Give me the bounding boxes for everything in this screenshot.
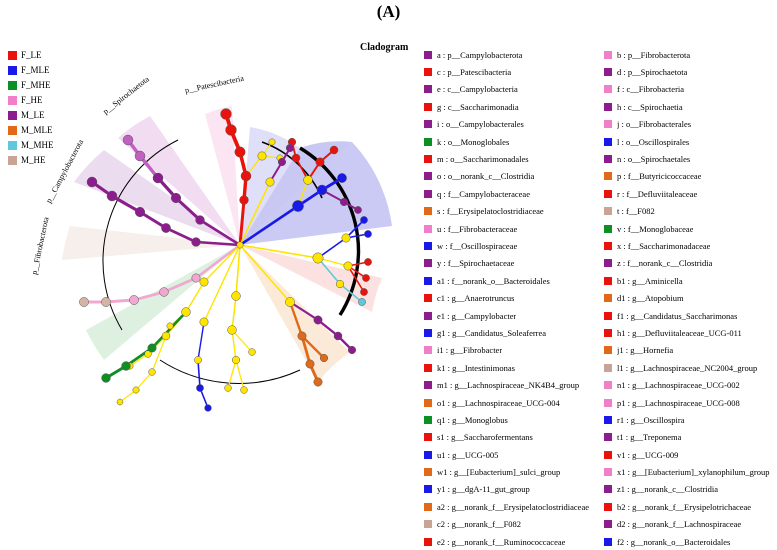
legend-color-swatch [424, 68, 432, 76]
legend-item [604, 98, 774, 115]
legend-color-swatch [604, 294, 612, 302]
legend-color-swatch [424, 451, 432, 459]
ring-label-spirochaetota: p__Spirochaetota [101, 74, 151, 117]
legend-item-label: u1 : g__UCG-005 [437, 449, 499, 460]
legend-item-label: p : f__Butyricicoccaceae [617, 171, 702, 182]
legend-item-label: q : f__Campylobacteraceae [437, 188, 530, 199]
legend-item [604, 116, 774, 133]
legend-item-label: d2 : g__norank_f__Lachnospiraceae [617, 519, 742, 530]
legend-item [424, 446, 594, 463]
legend-item-label: d1 : g__Atopobium [617, 293, 684, 304]
legend-item [424, 342, 594, 359]
legend-color-swatch [604, 520, 612, 528]
legend-item [604, 446, 774, 463]
legend-color-swatch [604, 399, 612, 407]
ring-label-fibrobacterota: p__Fibrobacterota [29, 216, 51, 276]
legend-item-label: n : o__Spirochaetales [617, 154, 691, 165]
legend-color-swatch [424, 207, 432, 215]
legend-color-swatch [424, 468, 432, 476]
legend-item [604, 342, 774, 359]
legend-item-label: h1 : g__Defluviitaleaceae_UCG-011 [617, 327, 742, 338]
legend-item [424, 463, 594, 480]
legend-item-label: M_LE [21, 110, 45, 120]
legend-item [424, 429, 594, 446]
legend-item [604, 150, 774, 167]
legend-item-label: F_LE [21, 50, 42, 60]
legend-item-label: r1 : g__Oscillospira [617, 414, 685, 425]
legend-color-swatch [604, 207, 612, 215]
legend-color-swatch [604, 381, 612, 389]
legend-color-swatch [604, 85, 612, 93]
legend-color-swatch [604, 312, 612, 320]
legend-item [424, 324, 594, 341]
legend-item [424, 289, 594, 306]
legend-item-label: b1 : g__Aminicella [617, 275, 683, 286]
legend-color-swatch [604, 172, 612, 180]
legend-item [424, 81, 594, 98]
legend-item [424, 220, 594, 237]
legend-item [424, 272, 594, 289]
legend-item-label: p1 : g__Lachnospiraceae_UCG-008 [617, 397, 740, 408]
legend-item [604, 324, 774, 341]
legend-item-label: i : o__Campylobacterales [437, 119, 524, 130]
legend-item-label: i1 : g__Fibrobacter [437, 345, 503, 356]
legend-item-label: z : f__norank_c__Clostridia [617, 258, 713, 269]
legend-color-swatch [424, 155, 432, 163]
legend-color-swatch [604, 451, 612, 459]
legend-item [424, 255, 594, 272]
legend-item-label: g1 : g__Candidatus_Soleaferrea [437, 327, 547, 338]
legend-item [604, 516, 774, 533]
legend-item [604, 394, 774, 411]
legend-item-label: s : f__Erysipelatoclostridiaceae [437, 206, 544, 217]
ring-label-campylobacterota: p__Campylobacterota [44, 138, 86, 205]
legend-color-swatch [424, 520, 432, 528]
legend-color-swatch [424, 242, 432, 250]
legend-item-label: n1 : g__Lachnospiraceae_UCG-002 [617, 380, 740, 391]
legend-color-swatch [424, 433, 432, 441]
cladogram-svg [0, 30, 420, 480]
legend-color-swatch [604, 242, 612, 250]
legend-item-label: a2 : g__norank_f__Erysipelatoclostridiaceae [437, 501, 589, 512]
legend-item [424, 376, 594, 393]
legend-item [604, 81, 774, 98]
legend-item-label: x : f__Saccharimonadaceae [617, 240, 711, 251]
legend-color-swatch [424, 364, 432, 372]
legend-item [604, 185, 774, 202]
legend-item-label: v1 : g__UCG-009 [617, 449, 679, 460]
legend-item [424, 516, 594, 533]
legend-item [424, 533, 594, 550]
legend-item-label: e : c__Campylobacteria [437, 84, 518, 95]
legend-item [604, 289, 774, 306]
legend-item [604, 307, 774, 324]
legend-item [424, 411, 594, 428]
legend-color-swatch [604, 433, 612, 441]
legend-item-label: y : f__Spirochaetaceae [437, 258, 515, 269]
legend-color-swatch [424, 381, 432, 389]
legend-item-label: t1 : g__Treponema [617, 432, 682, 443]
legend-color-swatch [424, 485, 432, 493]
legend-item [424, 185, 594, 202]
legend-item-label: k1 : g__Intestinimonas [437, 362, 515, 373]
legend-item [604, 220, 774, 237]
legend-color-swatch [424, 294, 432, 302]
legend-item-label: w : f__Oscillospiraceae [437, 240, 518, 251]
legend-item [424, 63, 594, 80]
legend-color-swatch [424, 85, 432, 93]
legend-item [604, 463, 774, 480]
panel-label: (A) [376, 2, 401, 21]
legend-item-label: o1 : g__Lachnospiraceae_UCG-004 [437, 397, 560, 408]
legend-color-swatch [424, 277, 432, 285]
chart-title: Cladogram [360, 42, 409, 53]
legend-color-swatch [424, 399, 432, 407]
legend-item-label: m1 : g__Lachnospiraceae_NK4B4_group [437, 380, 580, 391]
legend-item [604, 272, 774, 289]
legend-item [424, 203, 594, 220]
legend-item-label: z1 : g__norank_c__Clostridia [617, 484, 719, 495]
legend-item-label: M_MHE [21, 140, 54, 150]
legend-item-label: a : p__Campylobacterota [437, 49, 523, 60]
legend-color-swatch [424, 346, 432, 354]
legend-item [424, 150, 594, 167]
legend-item-label: f1 : g__Candidatus_Saccharimonas [617, 310, 738, 321]
legend-item-label: m : o__Saccharimonadales [437, 154, 529, 165]
legend-item [424, 116, 594, 133]
legend-color-swatch [604, 225, 612, 233]
legend-color-swatch [604, 68, 612, 76]
legend-item-label: x1 : g__[Eubacterium]_xylanophilum_group [617, 467, 770, 478]
legend-item [604, 203, 774, 220]
legend-color-swatch [604, 468, 612, 476]
legend-item [604, 376, 774, 393]
legend-color-swatch [424, 172, 432, 180]
legend-color-swatch [424, 329, 432, 337]
legend-item [604, 63, 774, 80]
legend-color-swatch [424, 51, 432, 59]
legend-item-label: v : f__Monoglobaceae [617, 223, 694, 234]
legend-color-swatch [604, 503, 612, 511]
legend-color-swatch [424, 312, 432, 320]
legend-item-label: F_HE [21, 95, 43, 105]
legend-color-swatch [604, 51, 612, 59]
legend-item-label: a1 : f__norank_o__Bacteroidales [437, 275, 550, 286]
legend-item-label: l1 : g__Lachnospiraceae_NC2004_group [617, 362, 758, 373]
legend-item-label: j : o__Fibrobacterales [617, 119, 692, 130]
legend-item [424, 133, 594, 150]
legend-item-label: q1 : g__Monoglobus [437, 414, 508, 425]
legend-item [424, 168, 594, 185]
legend-item [604, 237, 774, 254]
legend-color-swatch [604, 138, 612, 146]
legend-item [424, 359, 594, 376]
legend-item [604, 359, 774, 376]
legend-item [424, 394, 594, 411]
ring-label-patescibacteria: p__Patescibacteria [184, 73, 245, 95]
legend-item-label: r : f__Defluviitaleaceae [617, 188, 698, 199]
legend-item [604, 498, 774, 515]
legend-item [604, 411, 774, 428]
legend-item-label: M_HE [21, 155, 46, 165]
legend-item-label: h : c__Spirochaetia [617, 101, 683, 112]
legend-color-swatch [424, 538, 432, 546]
legend-item [604, 168, 774, 185]
legend-color-swatch [604, 346, 612, 354]
legend-item [604, 533, 774, 550]
legend-color-swatch [604, 416, 612, 424]
legend-item-label: f : c__Fibrobacteria [617, 84, 685, 95]
legend-item [604, 429, 774, 446]
legend-color-swatch [604, 277, 612, 285]
legend-item-label: s1 : g__Saccharofermentans [437, 432, 533, 443]
cladogram-plot [0, 30, 420, 480]
legend-color-swatch [604, 485, 612, 493]
taxa-legend-column-left [424, 46, 594, 550]
legend-item-label: c1 : g__Anaerotruncus [437, 293, 515, 304]
legend-item-label: M_MLE [21, 125, 53, 135]
legend-item-label: t : f__F082 [617, 206, 655, 217]
legend-item-label: F_MLE [21, 65, 50, 75]
legend-color-swatch [604, 120, 612, 128]
legend-item-label: F_MHE [21, 80, 51, 90]
legend-item [424, 46, 594, 63]
legend-item [604, 481, 774, 498]
legend-item [424, 98, 594, 115]
legend-item [604, 255, 774, 272]
legend-color-swatch [604, 190, 612, 198]
legend-color-swatch [424, 103, 432, 111]
legend-item [604, 133, 774, 150]
legend-item-label: g : c__Saccharimonadia [437, 101, 519, 112]
legend-item-label: w1 : g__[Eubacterium]_sulci_group [437, 467, 561, 478]
legend-item [424, 307, 594, 324]
taxa-legend-column-right [604, 46, 774, 550]
legend-color-swatch [424, 190, 432, 198]
legend-color-swatch [424, 138, 432, 146]
legend-item-label: j1 : g__Hornefia [617, 345, 674, 356]
legend-item-label: c : p__Patescibacteria [437, 67, 512, 78]
legend-color-swatch [424, 416, 432, 424]
legend-item-label: y1 : g__dgA-11_gut_group [437, 484, 530, 495]
legend-color-swatch [424, 120, 432, 128]
legend-item [424, 481, 594, 498]
legend-color-swatch [424, 259, 432, 267]
legend-item-label: e2 : g__norank_f__Ruminococcaceae [437, 536, 566, 547]
legend-item-label: d : p__Spirochaetota [617, 67, 688, 78]
legend-item-label: b2 : g__norank_f__Erysipelotrichaceae [617, 501, 752, 512]
legend-color-swatch [424, 225, 432, 233]
legend-item-label: b : p__Fibrobacterota [617, 49, 691, 60]
legend-color-swatch [604, 259, 612, 267]
legend-color-swatch [424, 503, 432, 511]
legend-color-swatch [604, 155, 612, 163]
legend-item [424, 498, 594, 515]
legend-color-swatch [604, 103, 612, 111]
legend-color-swatch [604, 364, 612, 372]
legend-color-swatch [604, 538, 612, 546]
legend-item [424, 237, 594, 254]
legend-item-label: f2 : g__norank_o__Bacteroidales [617, 536, 731, 547]
legend-item-label: u : f__Fibrobacteraceae [437, 223, 518, 234]
legend-item-label: k : o__Monoglobales [437, 136, 510, 147]
legend-item-label: e1 : g__Campylobacter [437, 310, 517, 321]
legend-item-label: l : o__Oscillospirales [617, 136, 690, 147]
legend-item-label: c2 : g__norank_f__F082 [437, 519, 522, 530]
legend-item [604, 46, 774, 63]
legend-color-swatch [604, 329, 612, 337]
legend-item-label: o : o__norank_c__Clostridia [437, 171, 535, 182]
taxa-legend [424, 46, 774, 550]
